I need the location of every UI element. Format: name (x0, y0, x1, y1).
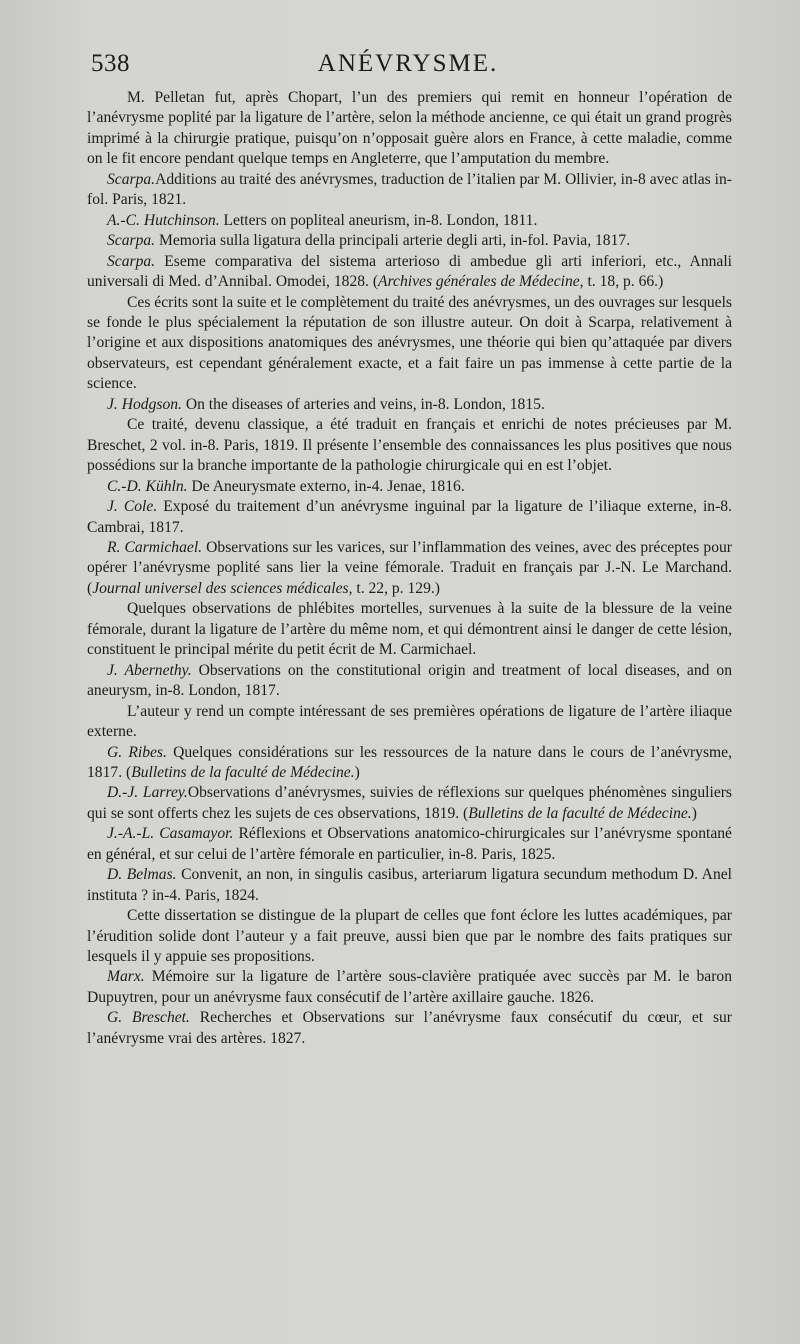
entry-text: Observations on the constitutional origin and treatment of local diseases, and on aneurysm, in-8. London, 1817. (87, 661, 732, 700)
entry-tail: ) (354, 763, 360, 781)
page-header (88, 50, 728, 84)
entry-author: J. Hodgson. (107, 395, 182, 413)
commentary-paragraph (87, 599, 732, 660)
entry-text: De Aneurysmate externo, in-4. Jenae, 1816. (187, 477, 465, 495)
bibliography-entry (87, 231, 732, 251)
journal-title: Journal universel des sciences médicales (92, 579, 349, 597)
commentary-paragraph (87, 415, 732, 476)
entry-author: C.-D. Kühln. (107, 477, 188, 495)
entry-author: Scarpa. (107, 170, 156, 188)
entry-text: L’auteur y rend un compte intéressant de ses premières opérations de ligature de l’artère iliaque externe. (87, 702, 732, 741)
entry-text: Quelques considérations sur les ressources de la nature dans le cours de l’anévrysme, 1817. ( (87, 743, 732, 781)
entry-author: J.-A.-L. Casamayor. (107, 825, 234, 843)
entry-author: D.-J. Larrey. (107, 784, 188, 802)
bibliography-entry (87, 477, 732, 497)
running-title: ANÉVRYSME. (317, 50, 499, 77)
bibliography-entry (87, 783, 732, 824)
entry-tail: , t. 22, p. 129.) (348, 579, 440, 597)
entry-text: Ces écrits sont la suite et le complètement du traité des anévrysmes, un des ouvrages sur lesquels se fonde le plus spécialement la réputation de son illustre auteur. On doit à Scarpa, relativement à l’origine et aux dispositions anatomiques des anévrysmes, une théorie qui bien qu’attaquée par divers observateurs, est cependant généralement exacte, et a fait faire un pas immense à cette partie de la science. (87, 293, 732, 393)
entry-text: Cette dissertation se distingue de la plupart de celles que font éclore les luttes académiques, par l’érudition solide dont l’auteur y a fait preuve, aussi bien que par le nombre des faits pratiques sur lesquels il y appuie ses propositions. (87, 907, 732, 966)
entry-text: Observations d’anévrysmes, suivies de réflexions sur quelques phénomènes singuliers qui se sont offerts chez les sujets de ces observations, 1819. ( (87, 784, 733, 822)
entry-text: Quelques observations de phlébites mortelles, survenues à la suite de la blessure de la veine fémorale, durant la ligature de l’artère du même nom, et qui démontrent ainsi le danger de cette lésion, constituent le principal mérite du petit écrit de M. Carmichael. (87, 600, 732, 659)
bibliography-entry (87, 395, 732, 415)
entry-author: R. Carmichael. (107, 538, 203, 556)
bibliography-entry (87, 497, 732, 538)
body-text (87, 88, 732, 1049)
entry-author: D. Belmas. (107, 866, 177, 884)
entry-author: G. Ribes. (107, 743, 167, 761)
bibliography-entry (87, 211, 732, 231)
commentary-paragraph (87, 906, 732, 967)
bibliography-entry (87, 538, 732, 599)
entry-text: Mémoire sur la ligature de l’artère sous-clavière pratiquée avec succès par M. le baron Dupuytren, pour un anévrysme faux consécutif de l’artère axillaire gauche. 1826. (87, 968, 732, 1006)
entry-text: Observations sur les varices, sur l’inflammation des veines, avec des préceptes pour opérer l’anévrysme poplité sans lier la veine fémorale. Traduit en français par J.-N. Le Marchand. ( (87, 538, 732, 597)
bibliography-entry (87, 1008, 732, 1049)
entry-text: Additions au traité des anévrysmes, traduction de l’italien par M. Ollivier, in-8 avec atlas in-fol. Paris, 1821. (87, 170, 732, 209)
commentary-paragraph (87, 88, 732, 170)
entry-text: Recherches et Observations sur l’anévrysme faux consécutif du cœur, et sur l’anévrysme vrai des artères. 1827. (87, 1009, 733, 1047)
entry-text: Exposé du traitement d’un anévrysme inguinal par la ligature de l’iliaque externe, in-8. Cambrai, 1817. (87, 498, 732, 536)
entry-author: J. Abernethy. (107, 661, 192, 679)
bibliography-entry (87, 967, 732, 1008)
entry-author: Scarpa. (107, 252, 156, 270)
entry-author: J. Cole. (107, 498, 158, 516)
entry-text: Convenit, an non, in singulis casibus, arteriarum ligatura secundum methodum D. Anel instituta ? in-4. Paris, 1824. (87, 866, 732, 904)
entry-text: Réflexions et Observations anatomico-chirurgicales sur l’anévrysme spontané en général, et sur celui de l’artère fémorale en particulier, in-8. Paris, 1825. (87, 825, 732, 863)
entry-text: Memoria sulla ligatura della principali arterie degli arti, in-fol. Pavia, 1817. (155, 232, 631, 250)
journal-title: Bulletins de la faculté de Médecine. (468, 804, 692, 822)
bibliography-entry (87, 170, 732, 211)
journal-title: Archives générales de Médecine (378, 273, 580, 291)
commentary-paragraph (87, 702, 732, 743)
bibliography-entry (87, 661, 732, 702)
entry-text: On the diseases of arteries and veins, in-8. London, 1815. (181, 395, 545, 413)
entry-text: Letters on popliteal aneurism, in-8. London, 1811. (219, 211, 538, 229)
entry-author: Scarpa. (107, 232, 156, 250)
bibliography-entry (87, 252, 732, 293)
bibliography-entry (87, 743, 732, 784)
journal-title: Bulletins de la faculté de Médecine. (131, 763, 355, 781)
entry-text: Eseme comparativa del sistema arterioso di ambedue gli arti inferiori, etc., Annali universali di Med. d’Annibal. Omodei, 1828. ( (87, 252, 732, 291)
bibliography-entry (87, 824, 732, 865)
entry-tail: ) (691, 804, 697, 822)
bibliography-entry (87, 865, 732, 906)
entry-author: Marx. (107, 968, 145, 986)
entry-text: M. Pelletan fut, après Chopart, l’un des premiers qui remit en honneur l’opération de l’anévrysme poplité par la ligature de l’artère, selon la méthode ancienne, ce qui était un grand progrès imprimé à la chirurgie pratique, puisqu’on n’opposait guère alors en France, à cette maladie, comme on le fit encore pendant quelque temps en Angleterre, que l’amputation du membre. (87, 89, 732, 168)
entry-author: A.-C. Hutchinson. (107, 211, 220, 229)
entry-author: G. Breschet. (107, 1009, 190, 1027)
page-number: 538 (91, 50, 130, 77)
entry-text: Ce traité, devenu classique, a été traduit en français et enrichi de notes précieuses par M. Breschet, 2 vol. in-8. Paris, 1819. Il présente l’ensemble des connaissances les plus positives que nous possédions sur la branche importante de la pathologie chirurgicale qui en est l’objet. (87, 416, 732, 475)
commentary-paragraph (87, 293, 732, 395)
entry-tail: , t. 18, p. 66.) (579, 273, 664, 291)
